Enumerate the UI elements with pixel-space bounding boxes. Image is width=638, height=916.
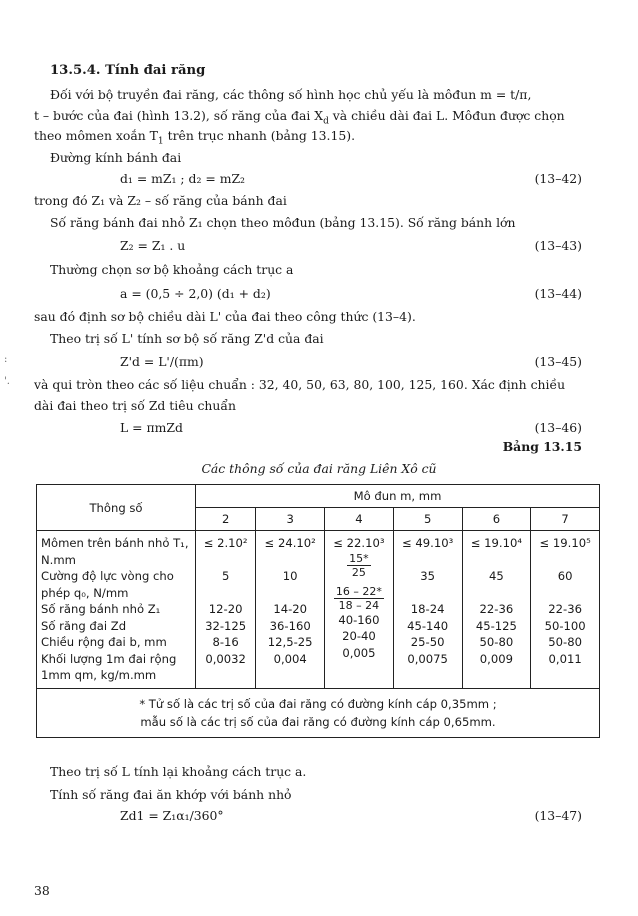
cell-fraction: $\frac{15*}{25}$	[349, 551, 369, 579]
cell: 0,005	[342, 645, 376, 660]
cell: 40-160	[338, 612, 380, 627]
cell: 36-160	[269, 618, 311, 633]
equation: L = πmZd	[120, 420, 183, 435]
equation: a = (0,5 ÷ 2,0) (d₁ + d₂)	[120, 286, 271, 301]
equation-number: (13–44)	[534, 286, 582, 301]
equation-number: (13–42)	[534, 171, 582, 186]
equation-number: (13–47)	[534, 808, 582, 823]
param-header: Thông số	[37, 485, 196, 531]
table-number: Bảng 13.15	[502, 439, 582, 454]
footnote-line: * Tử số là các trị số của đai răng có đường kính cáp 0,35mm ;	[139, 696, 497, 711]
module-2-column	[196, 531, 256, 689]
paragraph-line: Đối với bộ truyền đai răng, các thông số hình học chủ yếu là môđun m = t/π,	[50, 87, 532, 102]
scan-mark: :	[4, 354, 8, 365]
cell: 5	[221, 569, 230, 583]
module-3-column	[256, 531, 325, 689]
cell: 32-125	[205, 618, 247, 633]
cell: 60	[557, 569, 573, 583]
module-4-column	[325, 531, 394, 689]
cell: ≤ 49.10³	[402, 536, 454, 550]
cell: ≤ 22.10³	[333, 536, 385, 550]
paragraph-line: dài đai theo trị số Zd tiêu chuẩn	[34, 398, 236, 413]
module-col: 2	[196, 508, 256, 531]
cell: 12,5-25	[267, 635, 313, 649]
cell: 20-40	[342, 629, 376, 643]
cell: 14-20	[273, 602, 308, 616]
equation-number: (13–45)	[534, 354, 582, 369]
cell: 35	[420, 569, 436, 583]
table-caption: Các thông số của đai răng Liên Xô cũ	[201, 461, 437, 476]
row-label: Chiều rộng đai b, mm	[41, 635, 167, 649]
scan-mark: '.	[4, 376, 10, 387]
paragraph-line: t – bước của đai (hình 13.2), số răng của đai $X_d$ và chiều dài đai L. Môđun được chọn	[34, 108, 565, 127]
cell: 8-16	[212, 635, 239, 649]
cell: 45-125	[475, 618, 517, 633]
module-header: Mô đun m, mm	[196, 485, 600, 508]
paragraph-line: Theo trị số L' tính sơ bộ số răng Z'd của đai	[50, 331, 324, 346]
paragraph-line: theo mômen xoắn $T_1$ trên trục nhanh (bảng 13.15).	[34, 128, 356, 147]
cell: 50-80	[479, 635, 514, 649]
cell-fraction: $\frac{16 - 22*}{18 - 24}$	[335, 584, 382, 612]
cell: 0,011	[548, 651, 582, 666]
module-col: 4	[325, 508, 394, 531]
page-number: 38	[34, 883, 50, 898]
row-label: Khối lượng 1m đai rộng 1mm qm, kg/m.mm	[41, 651, 177, 682]
module-5-column	[393, 531, 462, 689]
paragraph-line: Thường chọn sơ bộ khoảng cách trục a	[50, 262, 294, 277]
cell: 10	[282, 569, 298, 583]
table-footnote	[37, 688, 600, 737]
cell: 45	[489, 569, 504, 583]
equation: Z₂ = Z₁ . u	[120, 238, 186, 253]
parameter-table	[36, 484, 600, 738]
cell: 12-20	[208, 602, 243, 616]
equation: Zd1 = Z₁α₁/360°	[120, 808, 224, 823]
equation: d₁ = mZ₁ ; d₂ = mZ₂	[120, 171, 246, 186]
row-label: Số răng bánh nhỏ Z₁	[41, 602, 161, 616]
paragraph-line: Đường kính bánh đai	[50, 150, 182, 165]
cell: 50-80	[548, 635, 582, 649]
cell: 22-36	[548, 602, 582, 616]
module-col: 3	[256, 508, 325, 531]
module-col: 6	[462, 508, 531, 531]
cell: ≤ 19.10⁵	[539, 536, 591, 550]
row-label: Mômen trên bánh nhỏ T₁, N.mm	[41, 536, 189, 567]
cell: 25-50	[410, 635, 445, 649]
row-labels	[37, 531, 196, 689]
cell: 0,0032	[205, 651, 246, 666]
cell: ≤ 2.10²	[203, 536, 248, 550]
paragraph-line: trong đó Z₁ và Z₂ – số răng của bánh đai	[34, 193, 287, 208]
equation-number: (13–43)	[534, 238, 582, 253]
paragraph-line: sau đó định sơ bộ chiều dài L' của đai theo công thức (13–4).	[34, 309, 416, 324]
cell: ≤ 19.10⁴	[470, 536, 522, 550]
equation-number: (13–46)	[534, 420, 582, 435]
cell: 18-24	[410, 602, 445, 616]
paragraph-line: Tính số răng đai ăn khớp với bánh nhỏ	[50, 787, 292, 802]
module-col: 7	[531, 508, 600, 531]
equation: Z'd = L'/(πm)	[120, 354, 204, 369]
cell: 22-36	[479, 602, 514, 616]
paragraph-line: Theo trị số L tính lại khoảng cách trục a.	[50, 764, 307, 779]
paragraph-line: Số răng bánh đai nhỏ Z₁ chọn theo môđun (bảng 13.15). Số răng bánh lớn	[50, 215, 516, 230]
cell: 50-100	[544, 618, 586, 633]
cell: 0,009	[479, 651, 513, 666]
module-7-column	[531, 531, 600, 689]
paragraph-line: và qui tròn theo các số liệu chuẩn : 32, 40, 50, 63, 80, 100, 125, 160. Xác định chiều	[34, 377, 566, 392]
module-col: 5	[393, 508, 462, 531]
row-label: Số răng đai Zd	[41, 618, 127, 633]
footnote-line: mẫu số là các trị số của đai răng có đường kính cáp 0,65mm.	[140, 714, 496, 729]
cell: ≤ 24.10²	[264, 536, 316, 550]
row-label: Cường độ lực vòng cho phép q₀, N/mm	[41, 569, 174, 600]
section-heading: 13.5.4. Tính đai răng	[50, 63, 206, 78]
cell: 0,004	[273, 651, 307, 666]
cell: 45-140	[407, 618, 449, 633]
module-6-column	[462, 531, 531, 689]
cell: 0,0075	[407, 651, 448, 666]
